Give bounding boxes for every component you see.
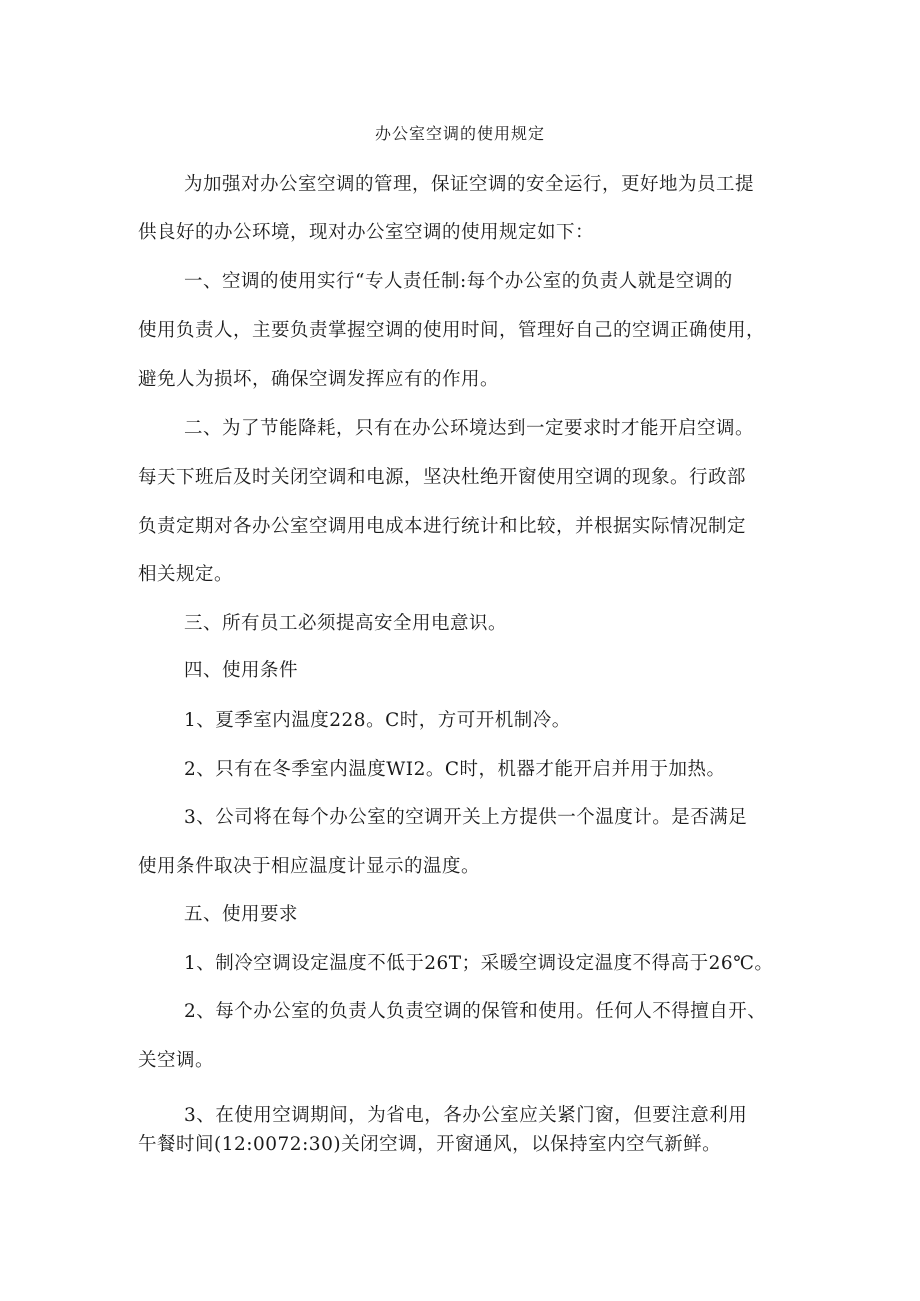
paragraph-line: 为加强对办公室空调的管理，保证空调的安全运行，更好地为员工提: [184, 174, 755, 195]
document-title: 办公室空调的使用规定: [374, 124, 545, 143]
paragraph-line: 负责定期对各办公室空调用电成本进行统计和比较，并根据实际情况制定: [138, 516, 747, 537]
paragraph-line: 1、夏季室内温度228。C时，方可开机制冷。: [184, 710, 571, 731]
paragraph-line: 3、在使用空调期间，为省电，各办公室应关紧门窗，但要注意利用: [184, 1105, 748, 1126]
paragraph-line: 午餐时间(12:0072:30)关闭空调，开窗通风，以保持室内空气新鲜。: [138, 1134, 722, 1155]
paragraph-line: 1、制冷空调设定温度不低于26T；采暖空调设定温度不得高于26℃。: [184, 953, 774, 974]
paragraph-line: 供良好的办公环境，现对办公室空调的使用规定如下：: [138, 222, 595, 243]
section-heading: 五、使用要求: [184, 904, 299, 925]
section-heading: 四、使用条件: [184, 660, 299, 681]
paragraph-line: 关空调。: [138, 1050, 215, 1071]
paragraph-line: 二、为了节能降耗，只有在办公环境达到一定要求时才能开启空调。: [184, 418, 755, 439]
paragraph-line: 相关规定。: [138, 564, 234, 585]
paragraph-line: 3、公司将在每个办公室的空调开关上方提供一个温度计。是否满足: [184, 807, 748, 828]
paragraph-line: 每天下班后及时关闭空调和电源，坚决杜绝开窗使用空调的现象。行政部: [138, 467, 747, 488]
paragraph-line: 一、空调的使用实行“专人责任制:每个办公室的负责人就是空调的: [184, 271, 733, 292]
paragraph-line: 三、所有员工必须提高安全用电意识。: [184, 613, 508, 634]
paragraph-line: 避免人为损坏，确保空调发挥应有的作用。: [138, 369, 500, 390]
paragraph-line: 使用负责人，主要负责掌握空调的使用时间，管理好自己的空调正确使用，: [138, 320, 766, 341]
paragraph-line: 2、每个办公室的负责人负责空调的保管和使用。任何人不得擅自开、: [184, 1001, 767, 1022]
paragraph-line: 2、只有在冬季室内温度WI2。C时，机器才能开启并用于加热。: [184, 759, 726, 780]
paragraph-line: 使用条件取决于相应温度计显示的温度。: [138, 856, 481, 877]
